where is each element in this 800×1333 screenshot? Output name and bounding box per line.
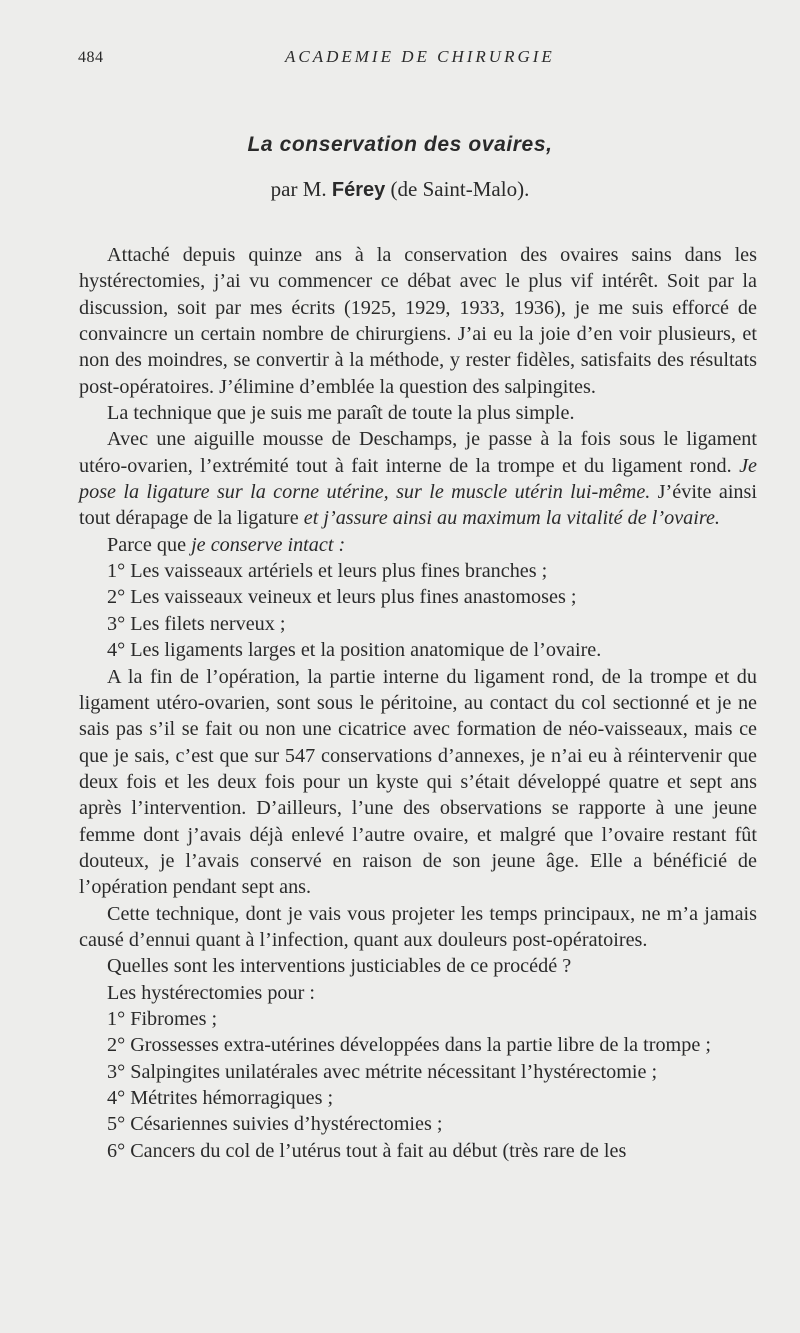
procedure-emphasis-2: et j’assure ainsi au maximum la vitalité de l’ovaire.	[303, 507, 720, 530]
list-item: 5° Césariennes suivies d’hystérectomies ;	[107, 1113, 443, 1136]
list-item: 4° Métrites hémorragiques ;	[107, 1087, 334, 1109]
byline-prefix: par M.	[270, 177, 332, 201]
list-item: 4° Les ligaments larges et la position anatomique de l’ovaire.	[107, 639, 602, 662]
byline-suffix: (de Saint-Malo).	[385, 177, 530, 201]
paragraph-indications: Les hystérectomies pour :	[107, 981, 315, 1004]
list-item: 1° Fibromes ;	[107, 1007, 218, 1030]
paragraph-technique: La technique que je suis me paraît de toute la plus simple.	[107, 402, 575, 425]
page-number: 484	[78, 49, 104, 66]
procedure-text: Avec une aiguille mousse de Deschamps, je passe à la fois sous le ligament utéro-ovarien, l’extrémité tout à fait interne de la trompe et du ligament rond.	[79, 428, 757, 477]
author-name: Férey	[331, 179, 386, 201]
article-body	[79, 242, 757, 1164]
paragraph-projection: Cette technique, dont je vais vous projeter les temps principaux, ne m’a jamais causé d’ennui quant à l’infection, quant aux douleurs post-opératoires.	[79, 902, 757, 951]
page-header	[78, 47, 760, 75]
paragraph-procedure	[79, 426, 757, 531]
list-item: 3° Salpingites unilatérales avec métrite nécessitant l’hystérectomie ;	[107, 1060, 658, 1083]
paragraph-intro: Attaché depuis quinze ans à la conservation des ovaires sains dans les hystérectomies, j’ai vu commencer ce débat avec le plus vif intérêt. Soit par la discussion, soit par mes écrits (1925, 1929, 1933, 1936), je me suis efforcé de convaincre un certain nombre de chirurgiens. J’ai eu la joie d’en voir plusieurs, et non des moindres, se convertir à la méthode, y rester fidèles, satisfaits des résultats post-opératoires. J’élimine d’emblée la question des salpingites.	[79, 244, 757, 398]
list-item: 2° Les vaisseaux veineux et leurs plus fines anastomoses ;	[107, 586, 577, 609]
running-head: ACADEMIE DE CHIRURGIE	[285, 47, 555, 66]
article-byline	[0, 177, 800, 202]
paragraph-because	[79, 532, 757, 558]
procedure-text-2: J’évite ainsi tout dérapage de la ligature	[79, 481, 757, 530]
list-item: 2° Grossesses extra-utérines développées dans la partie libre de la trompe ;	[107, 1034, 711, 1057]
because-emphasis: je conserve intact :	[191, 533, 346, 556]
list-item: 3° Les filets nerveux ;	[107, 612, 286, 635]
procedure-emphasis: Je pose la ligature sur la corne utérine, sur le muscle utérin lui-même.	[79, 454, 757, 504]
paragraph-results: A la fin de l’opération, la partie interne du ligament rond, de la trompe et du ligament utéro-ovarien, sont sous le péritoine, au contact du col sectionné et je ne sais pas s’il se fait ou non une cicatrice avec formation de néo-vaisseaux, mais ce que je sais, c’est que sur 547 conservations d’annexes, je n’ai eu à réintervenir que deux fois et les deux fois pour un kyste qui s’était développé quatre et sept ans après l’intervention. D’ailleurs, l’une des observations se rapporte à une jeune femme dont j’avais déjà enlevé l’autre ovaire, et malgré que l’ovaire restant fût douteux, je l’avais conservé en raison de son jeune âge. Elle a bénéficié de l’opération pendant sept ans.	[79, 665, 757, 899]
list-item: 1° Les vaisseaux artériels et leurs plus fines branches ;	[107, 560, 548, 583]
because-text: Parce que	[107, 533, 192, 556]
list-item: 6° Cancers du col de l’utérus tout à fait au début (très rare de les	[107, 1139, 627, 1162]
article-title: La conservation des ovaires,	[247, 133, 553, 156]
paragraph-question: Quelles sont les interventions justiciables de ce procédé ?	[107, 955, 572, 978]
